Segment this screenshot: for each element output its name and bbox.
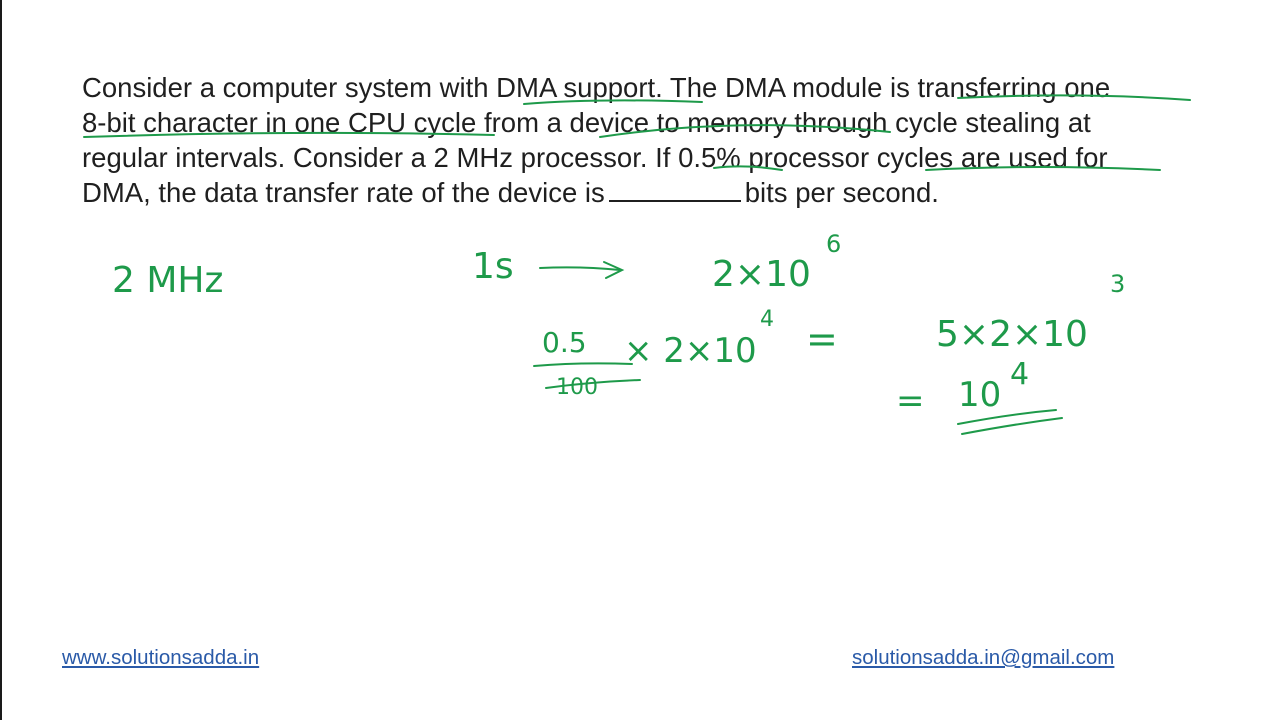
underline-transferring — [958, 95, 1190, 100]
note-result: 5×2×10 — [936, 314, 1088, 355]
website-link[interactable]: www.solutionsadda.in — [62, 646, 260, 669]
note-frequency: 2 MHz — [112, 260, 224, 301]
question-line-4-start: DMA, the data transfer rate of the device is — [82, 177, 605, 208]
note-one-second: 1s — [472, 246, 514, 287]
note-equals-2: = — [896, 381, 925, 421]
arrow-line — [540, 267, 620, 270]
note-answer: 10 — [958, 375, 1002, 415]
note-cycles-exponent: 6 — [826, 230, 842, 258]
underline-cycles-used — [926, 167, 1160, 170]
note-answer-exponent: 4 — [1010, 357, 1030, 392]
note-fraction-numerator: 0.5 — [542, 326, 587, 359]
email-link[interactable]: solutionsadda.in@gmail.com — [852, 646, 1115, 669]
underline-device-memory — [600, 125, 890, 137]
question-line-3: regular intervals. Consider a 2 MHz processor. If 0.5% processor cycles are used for — [82, 142, 1108, 173]
question-line-1: Consider a computer system with DMA support. The DMA module is transferring one — [82, 72, 1111, 103]
underline-cpu-cycle — [84, 133, 494, 137]
note-multiplier-exponent: 4 — [760, 307, 774, 332]
question-line-4-end: bits per second. — [744, 177, 939, 208]
underline-dma-support — [524, 100, 702, 104]
note-result-exponent: 3 — [1110, 270, 1126, 298]
note-cycles: 2×10 — [712, 254, 811, 295]
note-equals: = — [806, 317, 838, 361]
underline-percent — [714, 166, 782, 170]
fraction-bar — [534, 363, 632, 366]
note-multiplier: × 2×10 — [624, 331, 757, 371]
question-line-2: 8-bit character in one CPU cycle from a device to memory through cycle stealing at — [82, 107, 1091, 138]
note-fraction-denominator: 100 — [556, 375, 598, 400]
